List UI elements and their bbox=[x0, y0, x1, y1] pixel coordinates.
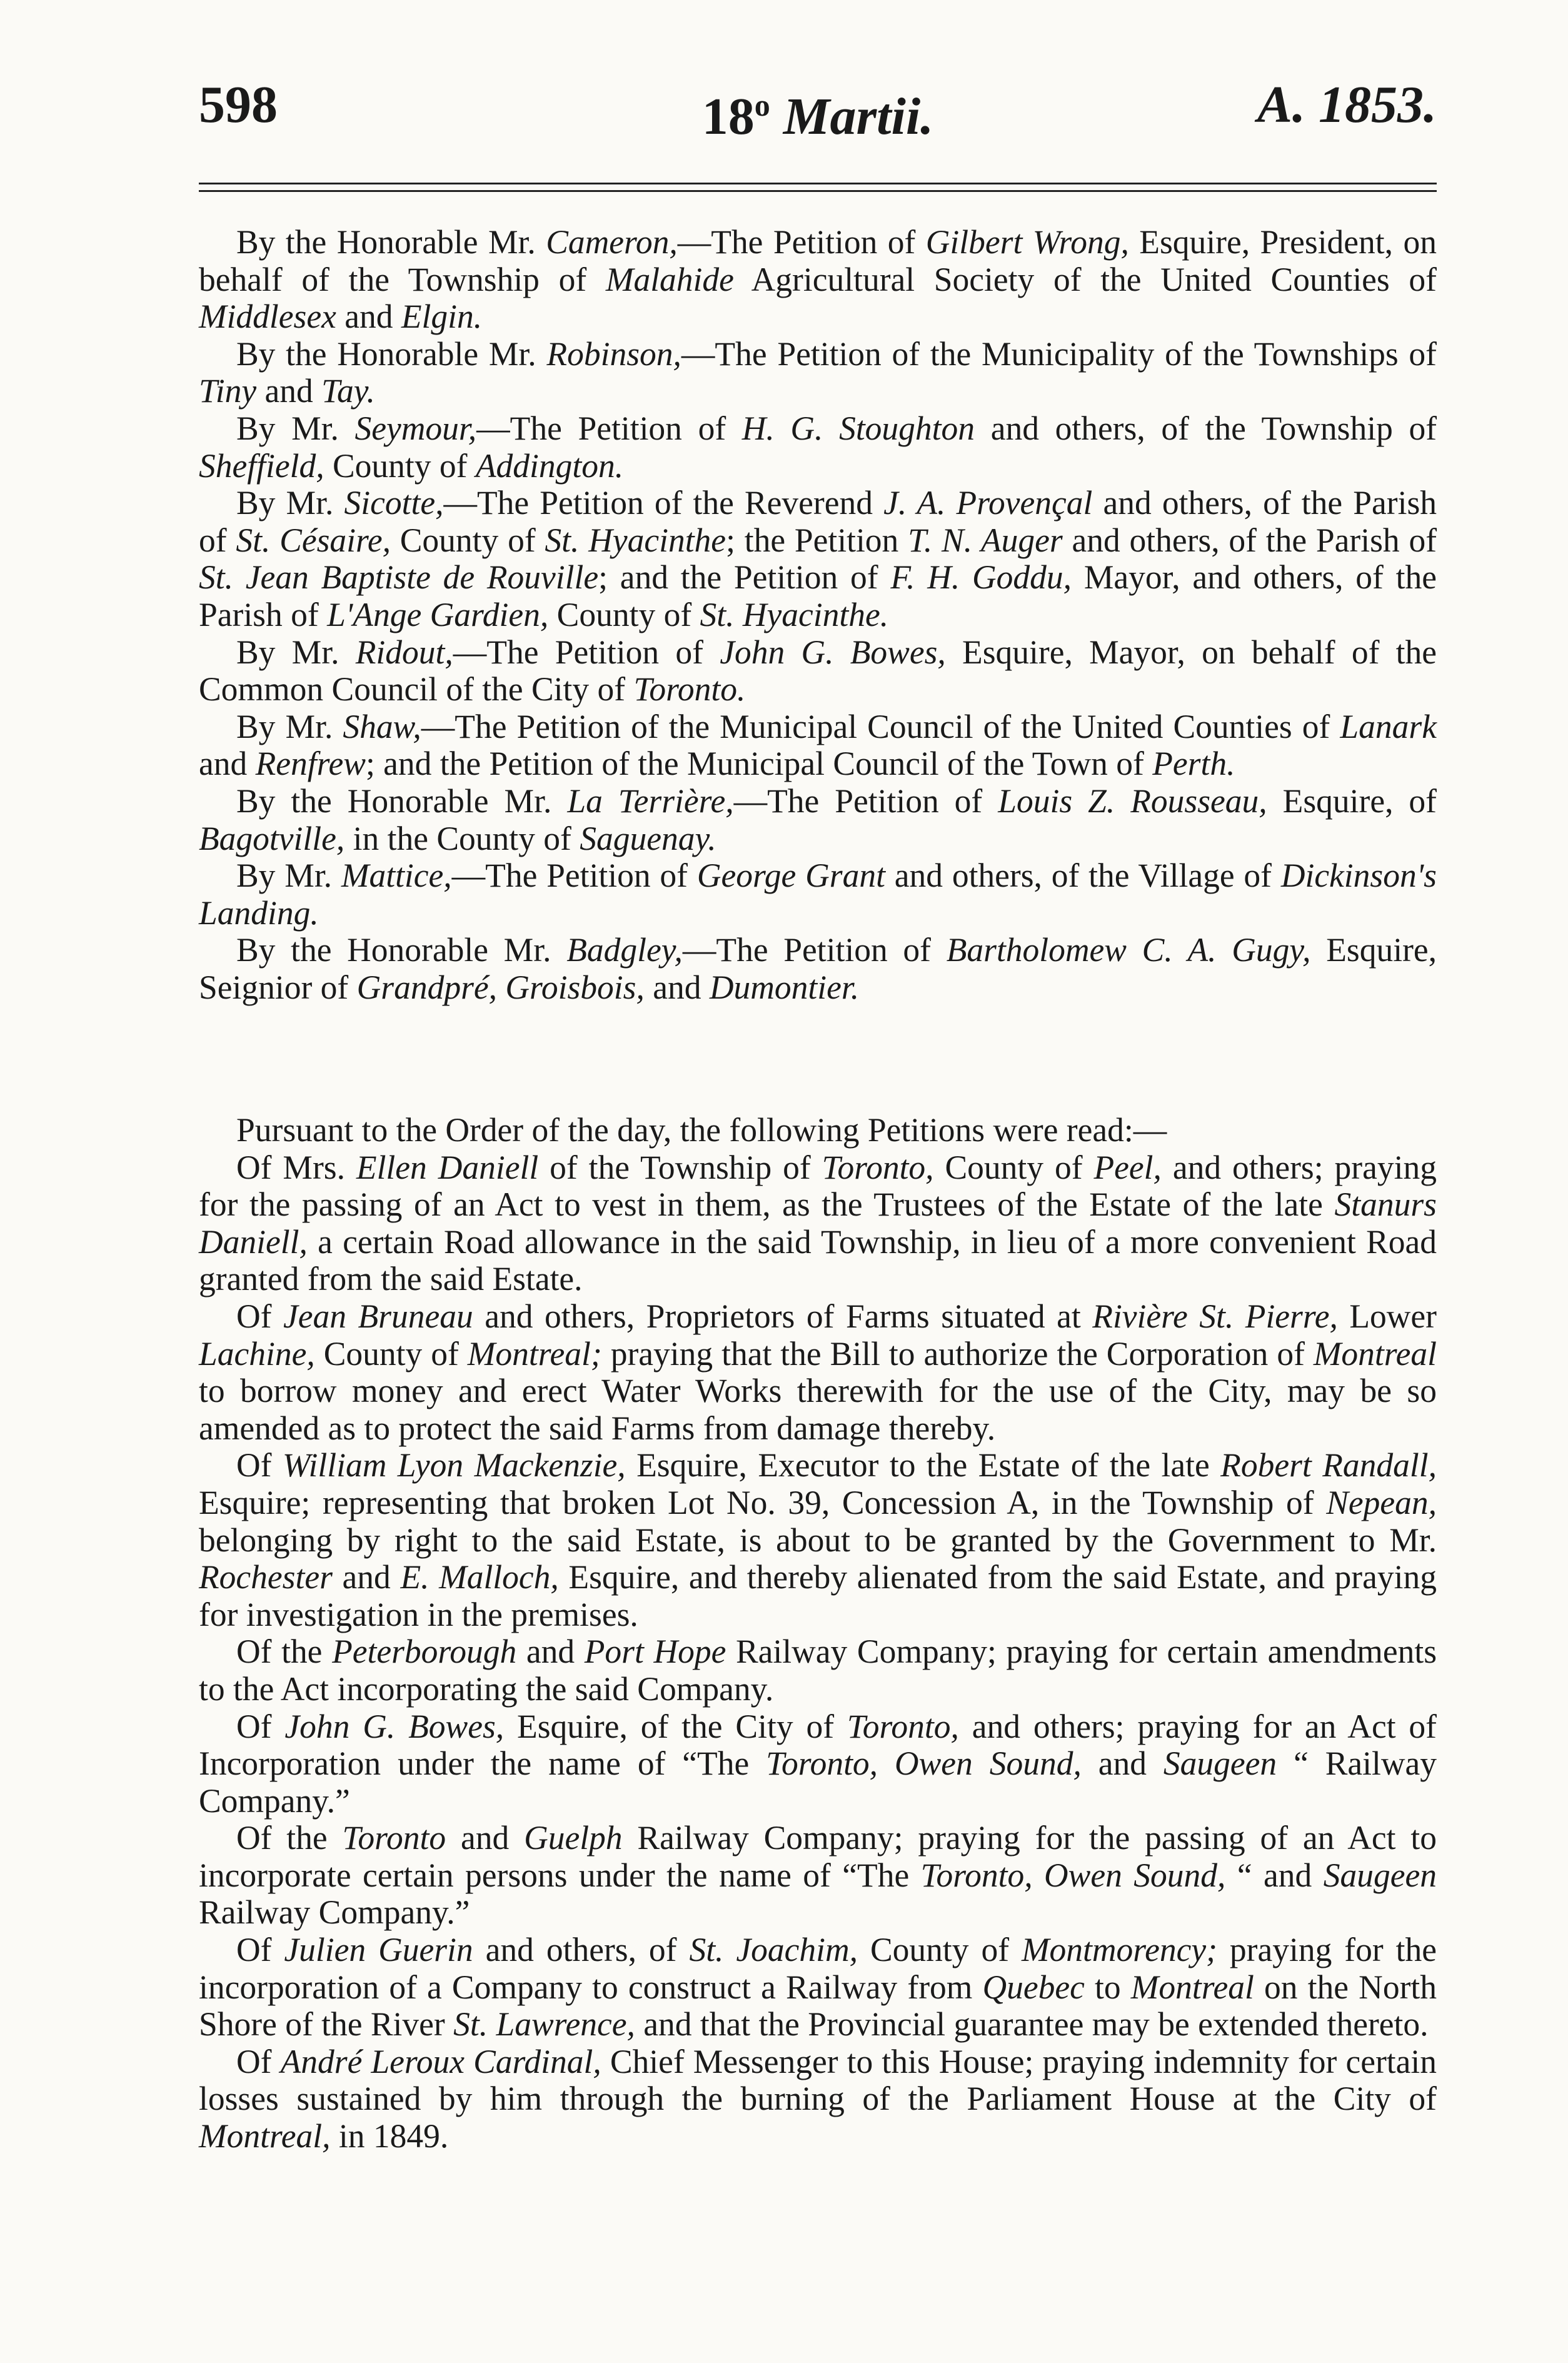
italic-text: Rivière St. Pierre, bbox=[1092, 1297, 1338, 1335]
text-run: Esquire, Seignior of bbox=[199, 931, 1437, 1006]
italic-text: Julien Guerin bbox=[284, 1931, 473, 1969]
italic-text: Saugeen bbox=[1163, 1745, 1277, 1783]
text-run: Esquire; representing that broken Lot No. 39, Concession A, in the Township of bbox=[199, 1483, 1327, 1521]
text-run: County of bbox=[548, 595, 700, 633]
italic-text: Grandpré, Groisbois, bbox=[356, 968, 645, 1006]
text-run: County of bbox=[314, 1334, 468, 1373]
paragraph bbox=[199, 857, 1437, 932]
text-run: Railway Company.” bbox=[199, 1893, 470, 1932]
italic-text: Nepean, bbox=[1326, 1483, 1437, 1521]
text-run: of the Township of bbox=[538, 1148, 822, 1186]
paragraph bbox=[199, 485, 1437, 633]
text-run: and others, of the Township of bbox=[975, 409, 1437, 447]
italic-text: Gilbert Wrong, bbox=[925, 223, 1129, 261]
italic-text: Quebec bbox=[982, 1968, 1085, 2006]
italic-text: André Leroux Cardinal, bbox=[280, 2042, 601, 2080]
italic-text: Seymour, bbox=[354, 409, 477, 447]
italic-text: Renfrew bbox=[255, 745, 366, 783]
date-month: Martii. bbox=[783, 88, 934, 146]
italic-text: Guelph bbox=[524, 1819, 623, 1857]
text-run: in the County of bbox=[344, 819, 580, 857]
italic-text: H. G. Stoughton bbox=[741, 409, 975, 447]
text-run: Mayor, and others, of the Parish of bbox=[199, 558, 1437, 633]
text-run: County of bbox=[324, 446, 476, 485]
italic-text: George Grant bbox=[696, 857, 885, 895]
text-run: and others, of bbox=[473, 1931, 690, 1969]
text-run: Of the bbox=[236, 1633, 333, 1671]
italic-text: Stanurs Daniell, bbox=[199, 1186, 1437, 1261]
text-run: —The Petition of bbox=[453, 633, 720, 671]
paragraph bbox=[199, 1932, 1437, 2043]
text-run: and others, of the Parish of bbox=[199, 484, 1437, 559]
italic-text: Louis Z. Rousseau, bbox=[998, 782, 1267, 820]
text-run: on the North Shore of the River bbox=[199, 1968, 1437, 2043]
text-run: Of bbox=[236, 2042, 281, 2080]
italic-text: Lanark bbox=[1340, 707, 1437, 745]
petitions-presented-block bbox=[199, 224, 1437, 1006]
italic-text: Toronto, bbox=[847, 1707, 959, 1745]
text-run: Of bbox=[236, 1707, 285, 1745]
italic-text: Toronto, bbox=[822, 1148, 934, 1186]
paragraph bbox=[199, 1112, 1437, 1149]
text-run: Of the bbox=[236, 1819, 343, 1857]
text-run: and bbox=[336, 298, 401, 336]
italic-text: Toronto. bbox=[633, 670, 746, 708]
paragraph bbox=[199, 634, 1437, 708]
italic-text: Montreal bbox=[1130, 1968, 1254, 2006]
italic-text: Tiny bbox=[199, 372, 257, 410]
text-run: belonging by right to the said Estate, is about to be granted by the Government to Mr. bbox=[199, 1521, 1437, 1559]
text-run: and bbox=[644, 968, 710, 1006]
header-year: A. 1853. bbox=[1257, 76, 1437, 134]
text-run: and others, of the Village of bbox=[885, 857, 1281, 895]
text-run: —The Petition of bbox=[476, 409, 742, 447]
italic-text: Ridout, bbox=[355, 633, 453, 671]
text-run: —The Petition of bbox=[677, 223, 926, 261]
italic-text: St. Joachim, bbox=[689, 1931, 858, 1969]
text-run: —The Petition of bbox=[682, 931, 947, 969]
text-run: Esquire, President, on behalf of the Township of bbox=[199, 223, 1437, 298]
italic-text: Robert Randall, bbox=[1220, 1446, 1437, 1484]
text-run: to bbox=[1084, 1968, 1131, 2006]
text-run: praying that the Bill to authorize the Corporation of bbox=[601, 1334, 1314, 1373]
text-run: By the Honorable Mr. bbox=[236, 335, 547, 373]
italic-text: Dickinson's Landing. bbox=[199, 857, 1437, 932]
text-run: Lower bbox=[1337, 1297, 1437, 1335]
italic-text: Ellen Daniell bbox=[356, 1148, 539, 1186]
text-run: and bbox=[1081, 1745, 1163, 1783]
paragraph bbox=[199, 224, 1437, 336]
italic-text: St. Jean Baptiste de Rouville bbox=[199, 558, 599, 597]
text-run: ; and the Petition of the Municipal Council of the Town of bbox=[365, 745, 1153, 783]
text-run: and others, Proprietors of Farms situated at bbox=[473, 1297, 1093, 1335]
italic-text: L'Ange Gardien, bbox=[327, 595, 549, 633]
page-number: 598 bbox=[199, 76, 278, 134]
text-run: Of bbox=[236, 1446, 283, 1484]
text-run: ; and the Petition of bbox=[598, 558, 891, 597]
italic-text: Peel, bbox=[1093, 1148, 1162, 1186]
text-run: “ Railway Company.” bbox=[199, 1745, 1437, 1820]
text-run: and others; praying for an Act of Incorporation under the name of “The bbox=[199, 1707, 1437, 1783]
italic-text: Peterborough bbox=[332, 1633, 517, 1671]
text-run: By Mr. bbox=[236, 857, 341, 895]
italic-text: Shaw, bbox=[343, 707, 421, 745]
text-run: County of bbox=[858, 1931, 1022, 1969]
text-run: By the Honorable Mr. bbox=[236, 223, 546, 261]
italic-text: La Terrière, bbox=[567, 782, 734, 820]
italic-text: Elgin. bbox=[401, 298, 483, 336]
italic-text: F. H. Goddu, bbox=[890, 558, 1072, 597]
text-run: Of bbox=[236, 1931, 284, 1969]
text-run: Chief Messenger to this House; praying indemnity for certain losses sustained by him through the burning of the Parliament House at the City of bbox=[199, 2042, 1437, 2118]
text-run: praying for the incorporation of a Company to construct a Railway from bbox=[199, 1931, 1437, 2006]
text-run: Of Mrs. bbox=[236, 1148, 356, 1186]
text-run: —The Petition of bbox=[733, 782, 998, 820]
text-run: —The Petition of bbox=[451, 857, 697, 895]
italic-text: Badgley, bbox=[566, 931, 683, 969]
text-run: Pursuant to the Order of the day, the following Petitions were read:— bbox=[236, 1111, 1167, 1149]
paragraph bbox=[199, 336, 1437, 410]
paragraph bbox=[199, 1708, 1437, 1820]
text-run: By Mr. bbox=[236, 409, 355, 447]
text-run: By the Honorable Mr. bbox=[236, 931, 567, 969]
text-run: Esquire, Executor to the Estate of the late bbox=[625, 1446, 1221, 1484]
italic-text: St. Lawrence, bbox=[453, 2005, 635, 2043]
paragraph bbox=[199, 1633, 1437, 1708]
paragraph bbox=[199, 1447, 1437, 1633]
italic-text: William Lyon Mackenzie, bbox=[282, 1446, 626, 1484]
italic-text: T. N. Auger bbox=[908, 521, 1063, 559]
italic-text: Toronto, Owen Sound, bbox=[920, 1856, 1226, 1894]
date-number: 18 bbox=[701, 88, 755, 146]
italic-text: Perth. bbox=[1152, 745, 1235, 783]
text-run: a certain Road allowance in the said Township, in lieu of a more convenient Road granted from the said Estate. bbox=[199, 1222, 1437, 1298]
italic-text: E. Malloch, bbox=[400, 1558, 559, 1596]
italic-text: Port Hope bbox=[584, 1633, 726, 1671]
petitions-read-block bbox=[199, 1112, 1437, 2155]
italic-text: Tay. bbox=[321, 372, 375, 410]
italic-text: Mattice, bbox=[341, 857, 452, 895]
italic-text: Montreal, bbox=[199, 2117, 331, 2155]
text-run: Esquire, of bbox=[1267, 782, 1437, 820]
text-run: County of bbox=[390, 521, 545, 559]
text-run: By Mr. bbox=[236, 484, 344, 522]
paragraph bbox=[199, 932, 1437, 1006]
header-rule-bottom bbox=[199, 190, 1437, 192]
text-run: Esquire, of the City of bbox=[504, 1707, 847, 1745]
paragraph bbox=[199, 2043, 1437, 2155]
text-run: and bbox=[516, 1633, 585, 1671]
italic-text: Toronto, Owen Sound, bbox=[766, 1745, 1082, 1783]
italic-text: Saguenay. bbox=[580, 819, 716, 857]
text-run: in 1849. bbox=[330, 2117, 449, 2155]
italic-text: Rochester bbox=[199, 1558, 333, 1596]
text-run: Esquire, and thereby alienated from the said Estate, and praying for investigation in the premises. bbox=[199, 1558, 1437, 1633]
paragraph bbox=[199, 1149, 1437, 1298]
italic-text: Saugeen bbox=[1323, 1856, 1437, 1894]
text-run: and bbox=[332, 1558, 401, 1596]
text-run: —The Petition of the Municipal Council of the United Counties of bbox=[421, 707, 1340, 745]
italic-text: Jean Bruneau bbox=[283, 1297, 473, 1335]
italic-text: Middlesex bbox=[199, 298, 336, 336]
paragraph bbox=[199, 1820, 1437, 1932]
text-run: and bbox=[256, 372, 322, 410]
italic-text: Cameron, bbox=[546, 223, 678, 261]
running-header bbox=[199, 55, 1437, 146]
italic-text: Montreal bbox=[1313, 1334, 1437, 1373]
text-run: Esquire, Mayor, on behalf of the Common Council of the City of bbox=[199, 633, 1437, 708]
date-ordinal: o bbox=[754, 88, 770, 123]
italic-text: Lachine, bbox=[199, 1334, 315, 1373]
text-run: ; the Petition bbox=[726, 521, 908, 559]
italic-text: St. Hyacinthe. bbox=[700, 595, 889, 633]
text-run: Agricultural Society of the United Counties of bbox=[733, 260, 1437, 298]
italic-text: Sicotte, bbox=[344, 484, 444, 522]
text-run: By the Honorable Mr. bbox=[236, 782, 568, 820]
italic-text: Montreal; bbox=[467, 1334, 602, 1373]
italic-text: J. A. Provençal bbox=[883, 484, 1093, 522]
italic-text: St. Hyacinthe bbox=[545, 521, 726, 559]
paragraph bbox=[199, 708, 1437, 783]
text-run: and bbox=[446, 1819, 525, 1857]
italic-text: Dumontier. bbox=[709, 968, 860, 1006]
italic-text: John G. Bowes, bbox=[284, 1707, 505, 1745]
italic-text: Montmorency; bbox=[1021, 1931, 1217, 1969]
paragraph bbox=[199, 410, 1437, 485]
paragraph bbox=[199, 1298, 1437, 1447]
italic-text: Bagotville, bbox=[199, 819, 345, 857]
text-run: to borrow money and erect Water Works therewith for the use of the City, may be so amended as to protect the said Farms from damage thereby. bbox=[199, 1372, 1437, 1447]
italic-text: St. Césaire, bbox=[236, 521, 391, 559]
italic-text: John G. Bowes, bbox=[720, 633, 946, 671]
text-run: “ and bbox=[1225, 1856, 1324, 1894]
text-run: Of bbox=[236, 1297, 283, 1335]
text-run: —The Petition of the Reverend bbox=[443, 484, 884, 522]
text-run: and others; praying for the passing of an Act to vest in them, as the Trustees of the Estate of the late bbox=[199, 1148, 1437, 1224]
text-run: and others, of the Parish of bbox=[1062, 521, 1437, 559]
text-run: By Mr. bbox=[236, 707, 343, 745]
text-run: and bbox=[199, 745, 256, 783]
header-rule-top bbox=[199, 183, 1437, 184]
italic-text: Bartholomew C. A. Gugy, bbox=[946, 931, 1311, 969]
italic-text: Sheffield, bbox=[199, 446, 324, 485]
italic-text: Malahide bbox=[605, 260, 734, 298]
italic-text: Robinson, bbox=[546, 335, 681, 373]
text-run: —The Petition of the Municipality of the Townships of bbox=[681, 335, 1437, 373]
text-run: By Mr. bbox=[236, 633, 356, 671]
italic-text: Toronto bbox=[342, 1819, 446, 1857]
text-run: Railway Company; praying for the passing of an Act to incorporate certain persons under the name of “The bbox=[199, 1819, 1437, 1894]
text-run: County of bbox=[933, 1148, 1094, 1186]
paragraph bbox=[199, 783, 1437, 857]
text-run: Railway Company; praying for certain amendments to the Act incorporating the said Company. bbox=[199, 1633, 1437, 1708]
italic-text: Addington. bbox=[475, 446, 624, 485]
text-run: and that the Provincial guarantee may be extended thereto. bbox=[635, 2005, 1429, 2043]
header-date bbox=[199, 74, 1437, 148]
